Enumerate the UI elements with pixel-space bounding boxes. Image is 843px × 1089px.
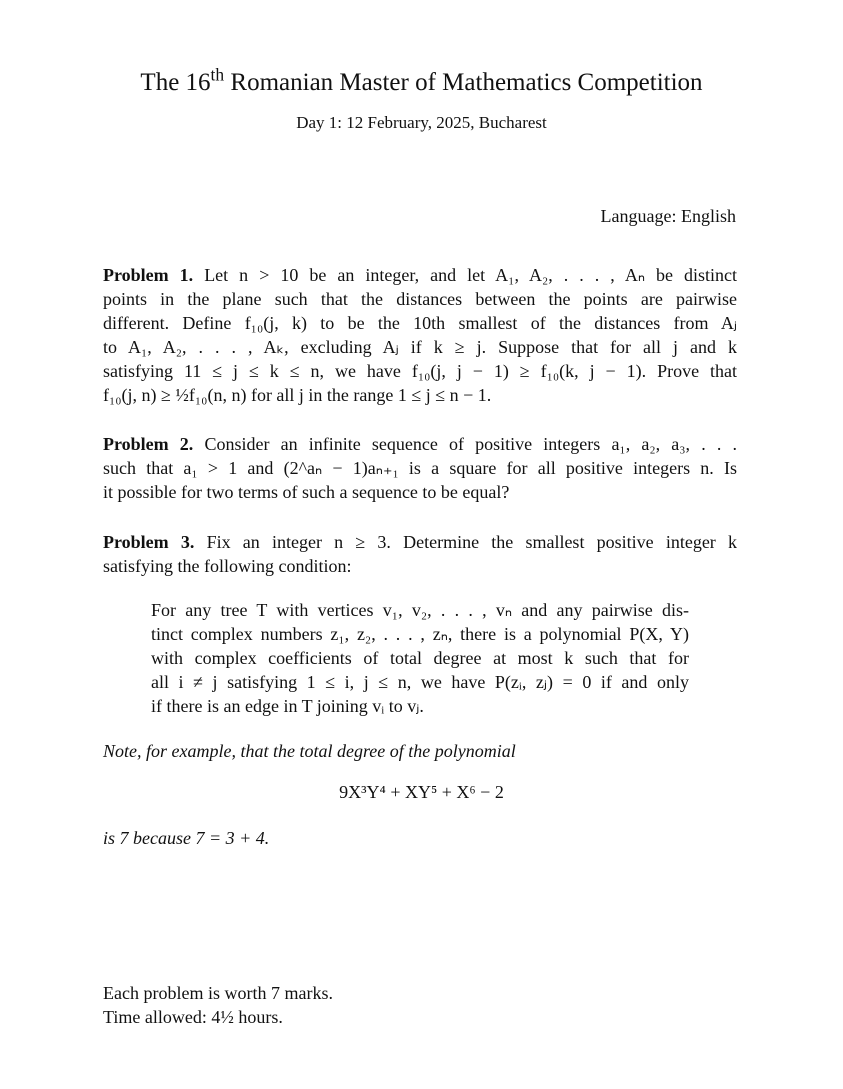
- problem-2-line-1: Problem 2. Consider an infinite sequence of positive integers a₁, a₂, a₃, . . .: [103, 434, 738, 454]
- problem-3-condition: [151, 598, 689, 718]
- problem-1-line-6: f₁₀(j, n) ≥ ½f₁₀(n, n) for all j in the range 1 ≤ j ≤ n − 1.: [103, 385, 492, 405]
- problem-1-line-5: satisfying 11 ≤ j ≤ k ≤ n, we have f₁₀(j, j − 1) ≥ f₁₀(k, j − 1). Prove that: [103, 361, 737, 381]
- note-outro: is 7 because 7 = 3 + 4.: [103, 828, 270, 848]
- problem-1-label: Problem 1.: [103, 265, 194, 285]
- problem-3-line-2: satisfying the following condition:: [103, 556, 352, 576]
- time-allowed: Time allowed: 4½ hours.: [103, 1007, 283, 1027]
- problem-1: [103, 263, 737, 407]
- page-title: The 16th Romanian Master of Mathematics Competition: [140, 64, 703, 96]
- condition-line-3: with complex coefficients of total degree at most k such that for: [151, 648, 689, 668]
- problem-3-line-1: Problem 3. Fix an integer n ≥ 3. Determine the smallest positive integer k: [103, 532, 738, 552]
- marks-info: Each problem is worth 7 marks.: [103, 983, 333, 1003]
- problem-1-line-3: different. Define f₁₀(j, k) to be the 10th smallest of the distances from Aⱼ: [103, 313, 737, 333]
- condition-line-5: if there is an edge in T joining vᵢ to vⱼ.: [151, 696, 424, 716]
- problem-3: [103, 530, 737, 578]
- condition-line-4: all i ≠ j satisfying 1 ≤ i, j ≤ n, we have P(zᵢ, zⱼ) = 0 if and only: [151, 672, 689, 692]
- condition-line-2: tinct complex numbers z₁, z₂, . . . , zₙ, there is a polynomial P(X, Y): [151, 624, 689, 644]
- problem-3-label: Problem 3.: [103, 532, 195, 552]
- problem-2-label: Problem 2.: [103, 434, 194, 454]
- problem-2: [103, 432, 737, 504]
- language-label: Language: English: [600, 206, 736, 226]
- polynomial-formula: 9X³Y⁴ + XY⁵ + X⁶ − 2: [339, 782, 504, 802]
- problem-1-line-4: to A₁, A₂, . . . , Aₖ, excluding Aⱼ if k ≥ j. Suppose that for all j and k: [103, 337, 737, 357]
- problem-2-line-2: such that a₁ > 1 and (2^aₙ − 1)aₙ₊₁ is a square for all positive integers n. Is: [103, 458, 737, 478]
- condition-line-1: For any tree T with vertices v₁, v₂, . . . , vₙ and any pairwise dis-: [151, 600, 689, 620]
- problem-2-line-3: it possible for two terms of such a sequence to be equal?: [103, 482, 510, 502]
- page-subtitle: Day 1: 12 February, 2025, Bucharest: [296, 113, 547, 132]
- problem-1-line-1: Problem 1. Let n > 10 be an integer, and let A₁, A₂, . . . , Aₙ be distinct: [103, 265, 738, 285]
- problem-1-line-2: points in the plane such that the distances between the points are pairwise: [103, 289, 737, 309]
- note-intro: Note, for example, that the total degree of the polynomial: [103, 741, 516, 761]
